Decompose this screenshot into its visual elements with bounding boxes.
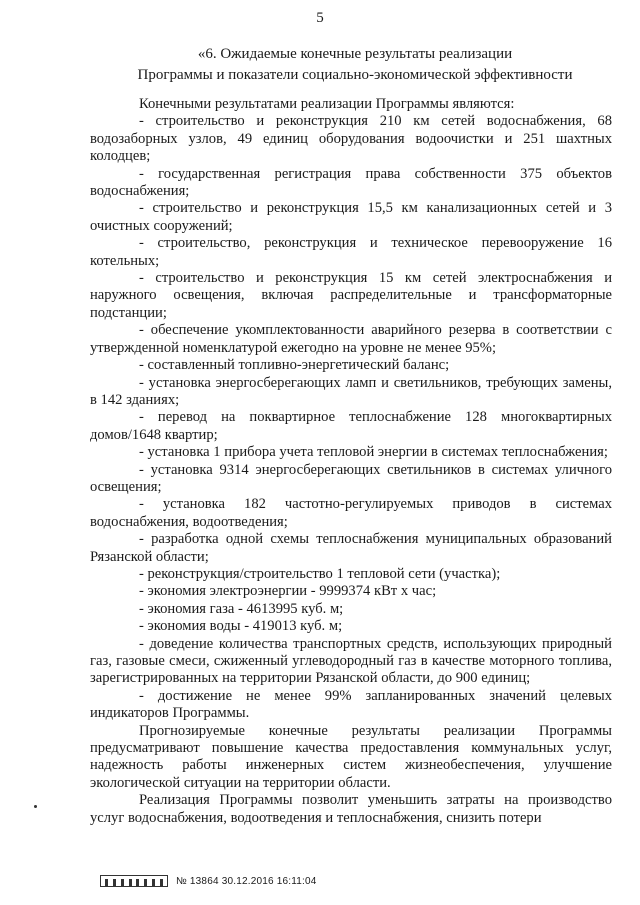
section-heading [90,44,620,86]
stamp-text: № 13864 30.12.2016 16:11:04 [176,875,317,887]
list-item: - реконструкция/строительство 1 тепловой сети (участка); [139,565,501,582]
list-item: - установка 1 прибора учета тепловой энергии в системах теплоснабжения; [139,444,608,461]
list-item: - строительство и реконструкция 15 км сетей электроснабжения и наружного освещения, включая распределительные и трансформаторные подстанции; [90,270,612,321]
list-item: - государственная регистрация права собственности 375 объектов водоснабжения; [90,165,612,200]
list-item: - экономия газа - 4613995 куб. м; [139,600,344,617]
paragraph: Реализация Программы позволит уменьшить затраты на производство услуг водоснабжения, водоотведения и теплоснабжения, снизить потери [90,792,612,826]
list-item: - строительство, реконструкция и техническое перевооружение 16 котельных; [90,235,612,269]
scan-speck [34,805,37,808]
building-logo-icon [100,875,168,887]
list-item: - разработка одной схемы теплоснабжения муниципальных образований Рязанской области; [90,531,612,565]
list-item: - доведение количества транспортных средств, использующих природный газ, газовые смеси, сжиженный углеводородный газ в качестве моторного топлива, зарегистрированных на территории Рязанской области, до 900 единиц; [90,635,612,687]
list-item: - обеспечение укомплектованности аварийного резерва в соответствии с утвержденной номенклатурой ежегодно на уровне не менее 95%; [90,322,612,356]
list-item: - строительство и реконструкция 210 км сетей водоснабжения, 68 водозаборных узлов, 49 единиц оборудования водоочистки и 251 шахтных колодцев; [90,113,612,165]
page-number: 5 [316,10,324,26]
heading-line-2: Программы и показатели социально-экономической эффективности [137,67,573,83]
registration-stamp [100,873,317,889]
heading-line-1: «6. Ожидаемые конечные результаты реализации [197,46,513,62]
list-item: - установка 182 частотно-регулируемых приводов в системах водоснабжения, водоотведения; [90,496,612,530]
list-item: - составленный топливно-энергетический баланс; [139,357,450,374]
list-item: - установка энергосберегающих ламп и светильников, требующих замены, в 142 зданиях; [90,374,612,408]
list-item: - достижение не менее 99% запланированных значений целевых индикаторов Программы. [90,687,612,722]
list-item: - перевод на поквартирное теплоснабжение 128 многоквартирных домов/1648 квартир; [90,409,612,443]
list-item: - экономия электроэнергии - 9999374 кВт х час; [139,583,437,600]
paragraph: Прогнозируемые конечные результаты реализации Программы предусматривают повышение качества предоставления коммунальных услуг, надежность работы инженерных систем жизнеобеспечения, улучшение экологической ситуации на территории области. [90,722,612,791]
list-item: - установка 9314 энергосберегающих светильников в системах уличного освещения; [90,461,612,495]
list-item: - экономия воды - 419013 куб. м; [139,618,343,635]
document-body [90,96,612,827]
paragraph: Конечными результатами реализации Программы являются: [139,96,515,112]
list-item: - строительство и реконструкция 15,5 км канализационных сетей и 3 очистных сооружений; [90,200,612,234]
